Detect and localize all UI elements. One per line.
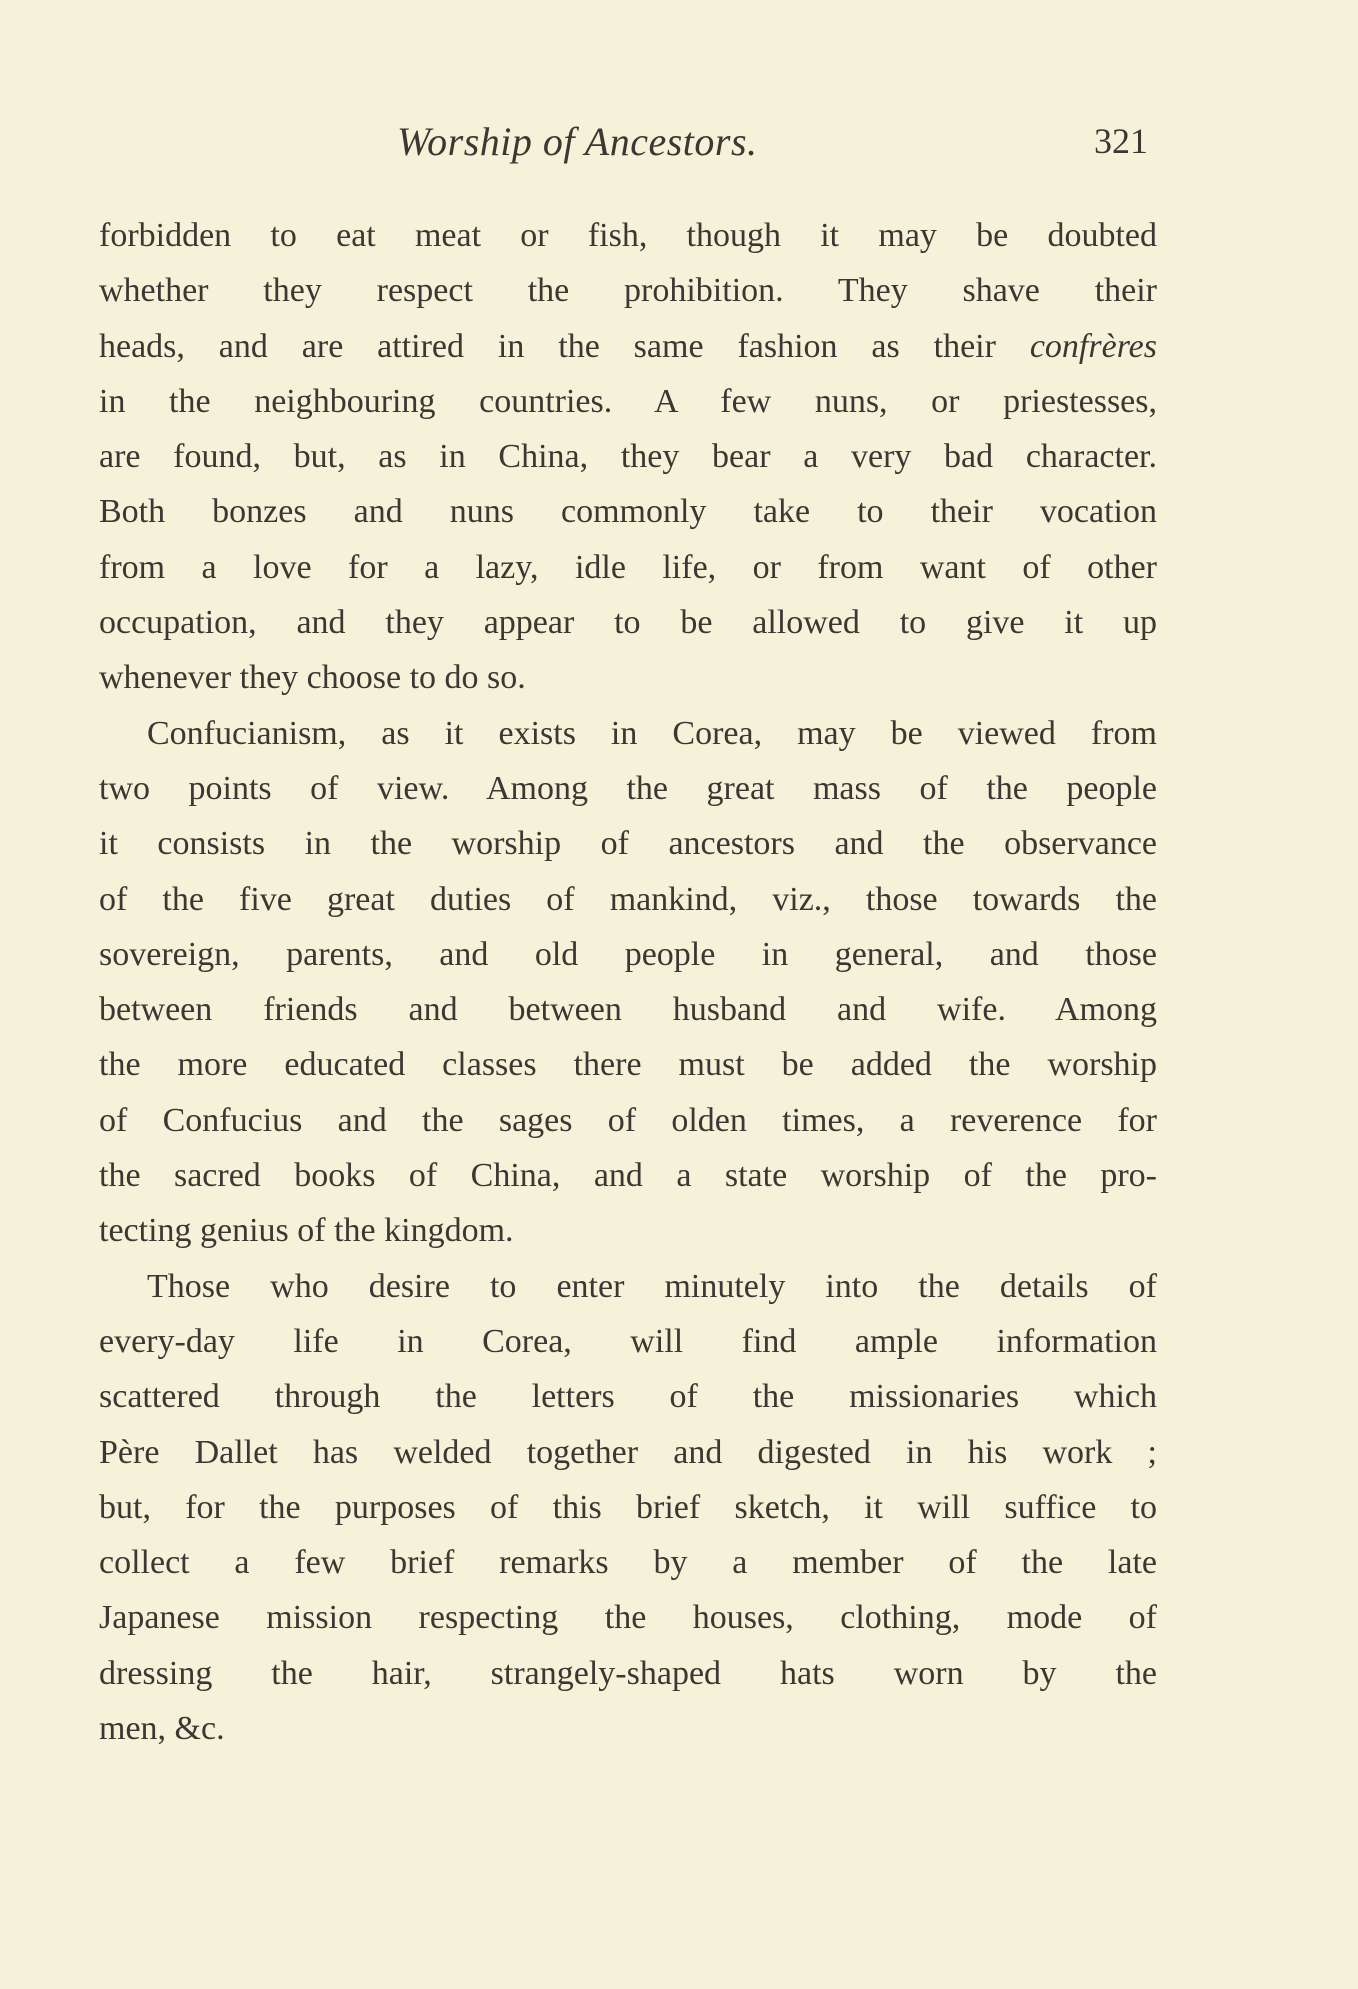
line-text: the sacred books of China, and a state worship of the pro-	[99, 1157, 1157, 1195]
line-text: Japanese mission respecting the houses, clothing, mode of	[99, 1599, 1157, 1637]
text-line	[99, 319, 1157, 374]
line-text: Those who desire to enter minutely into the details of	[147, 1267, 1157, 1305]
text-line	[99, 484, 1157, 539]
line-text: between friends and between husband and wife. Among	[99, 991, 1157, 1029]
line-text: of the five great duties of mankind, viz., those towards the	[99, 880, 1157, 918]
paragraph	[99, 208, 1157, 706]
line-text: occupation, and they appear to be allowed to give it up	[99, 604, 1157, 642]
text-line	[99, 1037, 1157, 1092]
line-text: heads, and are attired in the same fashion as their	[99, 327, 1030, 365]
text-line	[99, 1369, 1157, 1424]
line-text: every-day life in Corea, will find ample information	[99, 1322, 1157, 1360]
text-line	[99, 263, 1157, 318]
text-line	[99, 374, 1157, 429]
italic-word: confrères	[1029, 327, 1157, 365]
text-line	[99, 706, 1157, 761]
running-title: Worship of Ancestors.	[397, 119, 758, 164]
text-line	[99, 1314, 1157, 1369]
text-line	[99, 1203, 1157, 1258]
line-text: but, for the purposes of this brief sketch, it will suffice to	[99, 1488, 1157, 1526]
body-text	[99, 208, 1157, 1756]
text-line	[99, 1646, 1157, 1701]
page-number: 321	[1094, 121, 1148, 161]
text-line	[99, 1259, 1157, 1314]
page-header	[99, 118, 1156, 168]
line-text: are found, but, as in China, they bear a very bad character.	[99, 438, 1157, 476]
text-line	[99, 429, 1157, 484]
text-line	[99, 927, 1157, 982]
line-text: two points of view. Among the great mass of the people	[99, 769, 1157, 807]
line-text: tecting genius of the kingdom.	[99, 1212, 514, 1250]
paragraph	[99, 706, 1157, 1259]
line-text: men, &c.	[99, 1710, 225, 1748]
line-text: the more educated classes there must be added the worship	[99, 1046, 1157, 1084]
text-line	[99, 1535, 1157, 1590]
text-line	[99, 1425, 1157, 1480]
line-text: of Confucius and the sages of olden times, a reverence for	[99, 1101, 1157, 1139]
text-line	[99, 982, 1157, 1037]
line-text: it consists in the worship of ancestors and the observance	[99, 825, 1157, 863]
text-line	[99, 540, 1157, 595]
line-text: Both bonzes and nuns commonly take to their vocation	[99, 493, 1157, 531]
line-text: Père Dallet has welded together and digested in his work ;	[99, 1433, 1157, 1471]
line-text: Confucianism, as it exists in Corea, may be viewed from	[147, 714, 1157, 752]
line-text: whether they respect the prohibition. They shave their	[99, 272, 1157, 310]
line-text: scattered through the letters of the missionaries which	[99, 1378, 1157, 1416]
text-line	[99, 208, 1157, 263]
text-line	[99, 872, 1157, 927]
text-line	[99, 1148, 1157, 1203]
text-line	[99, 595, 1157, 650]
line-text: sovereign, parents, and old people in general, and those	[99, 935, 1157, 973]
line-text: from a love for a lazy, idle life, or from want of other	[99, 548, 1157, 586]
line-text: dressing the hair, strangely-shaped hats worn by the	[99, 1654, 1157, 1692]
text-line	[99, 816, 1157, 871]
line-text: in the neighbouring countries. A few nuns, or priestesses,	[99, 382, 1157, 420]
text-line	[99, 1701, 1157, 1756]
text-line	[99, 650, 1157, 705]
text-line	[99, 1093, 1157, 1148]
text-line	[99, 1590, 1157, 1645]
text-line	[99, 1480, 1157, 1535]
line-text: whenever they choose to do so.	[99, 659, 526, 697]
text-line	[99, 761, 1157, 816]
line-text: collect a few brief remarks by a member of the late	[99, 1544, 1157, 1582]
paragraph	[99, 1259, 1157, 1757]
line-text: forbidden to eat meat or fish, though it may be doubted	[99, 217, 1157, 254]
